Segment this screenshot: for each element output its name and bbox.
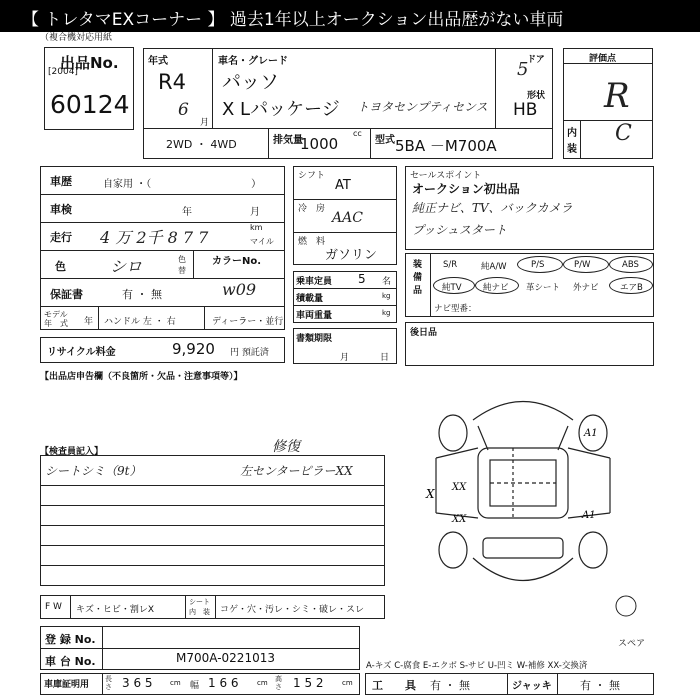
diagram-mark-a1-top: A1 bbox=[584, 428, 598, 439]
tools-value: 有 ・ 無 bbox=[430, 679, 470, 692]
shift-label: シフト bbox=[298, 171, 326, 181]
lot-number: 60124 bbox=[50, 90, 130, 119]
chassis-label: 車 台 No. bbox=[45, 655, 96, 668]
ac-value: AAC bbox=[332, 210, 363, 226]
equip-abs: ABS bbox=[622, 260, 639, 270]
warranty-value: 有 ・ 無 bbox=[122, 288, 162, 301]
sales-label: セールスポイント bbox=[410, 171, 482, 181]
equip-ext-navi: 外ナビ bbox=[573, 283, 599, 293]
jack-value: 有 ・ 無 bbox=[580, 679, 620, 692]
wheel-rl bbox=[439, 532, 467, 568]
doc-label: 書類期限 bbox=[296, 334, 333, 344]
car-front-outline bbox=[473, 402, 573, 421]
fw-label: F W bbox=[45, 602, 62, 612]
year-era: R4 bbox=[158, 70, 186, 94]
color-label: 色 bbox=[55, 260, 66, 273]
wheel-fl bbox=[439, 415, 467, 451]
year-label: 年式 bbox=[148, 56, 168, 67]
capacity-unit: 名 bbox=[382, 277, 392, 287]
size-l-label: 長さ bbox=[105, 675, 112, 691]
capacity-value: 5 bbox=[358, 272, 366, 286]
interior-label-1: 内 bbox=[567, 128, 577, 139]
recycle-value: 9,920 bbox=[172, 340, 215, 358]
lot-tag: [2004] bbox=[48, 67, 78, 77]
month-unit: 月 bbox=[200, 118, 210, 128]
recycle-unit: 円 預託済 bbox=[230, 348, 269, 358]
inspector-label: 【検査員記入】 bbox=[40, 447, 104, 457]
model-year-label-1: モデル bbox=[44, 310, 68, 319]
equip-ps: P/S bbox=[531, 260, 545, 270]
door-value: 5 bbox=[517, 59, 529, 80]
grade: X Lパッケージ bbox=[222, 99, 340, 120]
inspector-note-right: 左センターピラーXX bbox=[240, 464, 353, 478]
size-w-label: 幅 bbox=[190, 681, 200, 691]
seat-label-2: 内 装 bbox=[189, 608, 210, 616]
car-hood-lines bbox=[478, 426, 568, 450]
legend: A-キズ C-腐食 E-エクボ S-サビ U-凹ミ W-補修 XX-交換済 bbox=[366, 661, 588, 671]
capacity-label: 乗車定員 bbox=[296, 277, 333, 287]
interior-label-2: 装 bbox=[567, 144, 577, 155]
size-l-value: 3 6 5 bbox=[122, 676, 153, 690]
copy-note: （複合機対応用紙 bbox=[40, 33, 113, 43]
model-label: 型式 bbox=[375, 135, 395, 146]
nav-model-label: ナビ型番： bbox=[434, 304, 477, 314]
mileage-label: 走行 bbox=[50, 231, 72, 244]
after-box bbox=[405, 322, 654, 366]
year-month: 6 bbox=[178, 100, 189, 120]
shape-label: 形状 bbox=[527, 91, 546, 101]
load-unit: kg bbox=[382, 292, 391, 300]
report-label: 【出品店申告欄（不良箇所・欠品・注意事項等）】 bbox=[40, 372, 243, 382]
car-right-side bbox=[568, 448, 610, 518]
banner-text: 【 トレタマEXコーナー 】 過去1年以上オークション出品歴がない車両 bbox=[22, 10, 564, 30]
equip-pw: P/W bbox=[574, 260, 591, 270]
score-label: 評価点 bbox=[589, 54, 617, 64]
car-rear-cabin bbox=[483, 538, 563, 558]
equip-airbag: エアB bbox=[620, 283, 643, 293]
color-no-label: カラーNo. bbox=[212, 256, 262, 267]
disp-label: 排気量 bbox=[273, 135, 303, 146]
equip-aw: 純A/W bbox=[481, 262, 507, 272]
equip-sr: S/R bbox=[443, 260, 458, 270]
reg-label: 登 録 No. bbox=[45, 633, 96, 646]
recycle-label: リサイクル料金 bbox=[47, 347, 116, 358]
weight-unit: kg bbox=[382, 309, 391, 317]
sales-line1: 純正ナビ、TV、バックカメラ bbox=[412, 201, 573, 215]
seat-label-1: シート bbox=[189, 598, 210, 606]
garage-label: 車庫証明用 bbox=[44, 680, 90, 690]
car-diagram bbox=[408, 378, 638, 618]
equip-navi: 純ナビ bbox=[483, 283, 509, 293]
load-label: 積載量 bbox=[296, 294, 324, 304]
mileage-value: 4 万 2千 8 7 7 bbox=[100, 228, 209, 247]
size-l-unit: cm bbox=[170, 679, 181, 687]
history-label: 車歴 bbox=[50, 175, 72, 188]
equip-seat: 革シート bbox=[526, 283, 561, 293]
ac-label: 冷 房 bbox=[298, 204, 326, 214]
disp-unit: cc bbox=[353, 129, 362, 138]
sales-line2: プッシュスタート bbox=[412, 223, 507, 237]
handle-label: ハンドル 左 ・ 右 bbox=[104, 317, 176, 327]
color-change-2: 替 bbox=[178, 266, 186, 275]
inspection-month: 月 bbox=[250, 207, 260, 218]
size-h-label: 高さ bbox=[275, 675, 282, 691]
model-year-unit: 年 bbox=[84, 317, 94, 327]
interior-value: C bbox=[615, 121, 632, 146]
car-name: パッソ bbox=[222, 71, 280, 93]
equip-tv: 純TV bbox=[442, 283, 462, 293]
door-label: ドア bbox=[527, 55, 545, 65]
weight-label: 車両重量 bbox=[296, 311, 333, 321]
after-label: 後日品 bbox=[410, 328, 438, 338]
inspection-year: 年 bbox=[182, 207, 192, 218]
diagram-mark-xx-2: XX bbox=[452, 514, 467, 525]
car-label: 車名・グレード bbox=[218, 56, 288, 67]
size-h-unit: cm bbox=[342, 679, 353, 687]
repair-mark: 修復 bbox=[272, 439, 300, 455]
drive-label: 2WD ・ 4WD bbox=[166, 138, 237, 151]
dealer-label: ディーラー・並行 bbox=[212, 317, 284, 327]
shift-value: AT bbox=[335, 178, 351, 193]
sales-title: オークション初出品 bbox=[412, 182, 520, 196]
wheel-rr bbox=[579, 532, 607, 568]
diagram-mark-a1-right: A1 bbox=[582, 510, 596, 521]
spare-label: スペア bbox=[618, 639, 646, 649]
fuel-label: 燃 料 bbox=[298, 237, 326, 247]
doc-day: 日 bbox=[380, 353, 390, 363]
chassis-value: M700A-0221013 bbox=[176, 651, 275, 665]
model-value: 5BA －M700A bbox=[395, 137, 497, 155]
model-year-label-2: 年 式 bbox=[44, 319, 68, 328]
diagram-mark-x-left: X bbox=[426, 487, 435, 501]
fuel-value: ガソリン bbox=[325, 248, 378, 263]
diagram-mark-xx-1: XX bbox=[452, 482, 467, 493]
shape-value: HB bbox=[513, 100, 538, 120]
dealer-note: トヨタセンプティセンス bbox=[357, 100, 488, 114]
color-no-value: w09 bbox=[222, 280, 257, 299]
equipment-label: 装備品 bbox=[413, 260, 423, 296]
warranty-label: 保証書 bbox=[50, 288, 83, 301]
color-value: シロ bbox=[110, 257, 143, 276]
jack-label: ジャッキ bbox=[512, 681, 552, 692]
doc-month: 月 bbox=[340, 353, 350, 363]
lot-label: 出品No. bbox=[60, 54, 119, 72]
mileage-unit-km: km bbox=[250, 223, 263, 232]
size-w-unit: cm bbox=[257, 679, 268, 687]
mileage-unit-mile: マイル bbox=[250, 237, 274, 246]
spare-tire bbox=[616, 596, 636, 616]
size-w-value: 1 6 6 bbox=[208, 676, 239, 690]
fw-value: キズ・ヒビ・割レX bbox=[76, 605, 154, 615]
tools-label: 工 具 bbox=[372, 679, 416, 692]
size-h-value: 1 5 2 bbox=[293, 676, 324, 690]
inspection-label: 車検 bbox=[50, 203, 72, 216]
disp-value: 1000 bbox=[300, 135, 339, 153]
color-change-1: 色 bbox=[178, 255, 186, 264]
seat-value: コゲ・穴・汚レ・シミ・破レ・スレ bbox=[220, 605, 365, 615]
inspector-note-left: シートシミ（9t） bbox=[45, 464, 142, 478]
history-value: 自家用 ・（ ） bbox=[103, 179, 262, 190]
car-rear-outline bbox=[473, 558, 573, 581]
score-value: R bbox=[604, 76, 630, 116]
